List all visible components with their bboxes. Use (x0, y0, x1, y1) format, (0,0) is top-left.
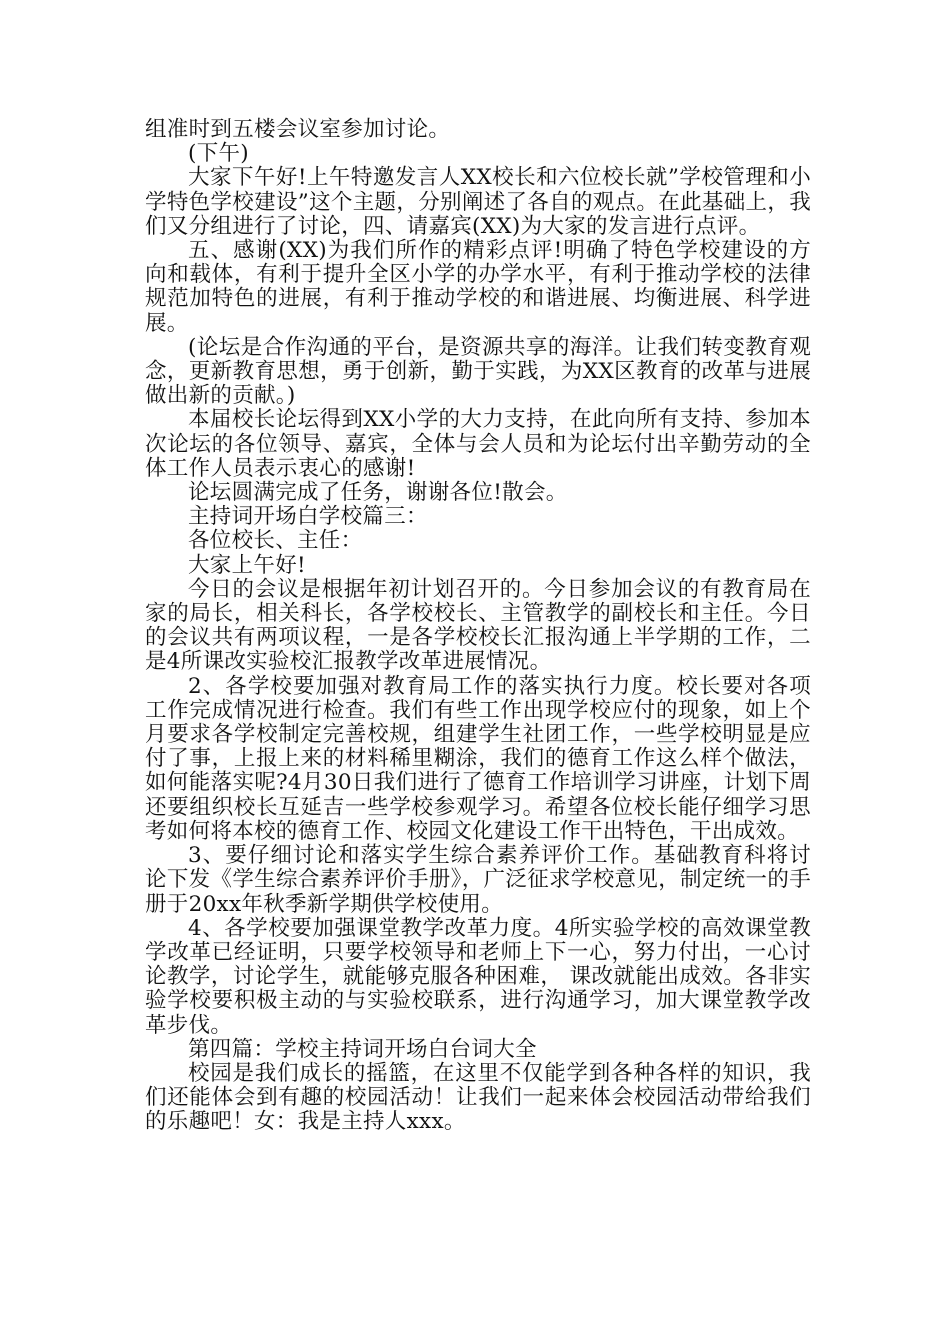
paragraph: (论坛是合作沟通的平台，是资源共享的海洋。让我们转变教育观念，更新教育思想，勇于创新，勤于实践，为XX区教育的改革与进展做出新的贡献。) (145, 334, 811, 409)
paragraph: 组准时到五楼会议室参加讨论。 (145, 117, 451, 142)
section-heading: 主持词开场白学校篇三： (188, 504, 428, 530)
paragraph: 今日的会议是根据年初计划召开的。今日参加会议的有教育局在家的局长，相关科长，各学校校长、主管教学的副校长和主任。今日的会议共有两项议程，一是各学校校长汇报沟通上半学期的工作，二是4所课改实验校汇报教学改革进展情况。 (145, 576, 811, 675)
document-page (145, 118, 811, 1135)
paragraph: 本届校长论坛得到XX小学的大力支持，在此向所有支持、参加本次论坛的各位领导、嘉宾，全体与会人员和为论坛付出辛勤劳动的全体工作人员表示衷心的感谢! (145, 407, 811, 481)
paragraph: 2、各学校要加强对教育局工作的落实执行力度。校长要对各项工作完成情况进行检查。我们有些工作出现学校应付的现象，如上个月要求各学校制定完善校规，组建学生社团工作，一些学校明显是应付了事，上报上来的材料稀里糊涂，我们的德育工作这么样个做法，如何能落实呢?4月30日我们进行了德育工作培训学习讲座，计划下周还要组织校长互延吉一些学校参观学习。希望各位校长能仔细学习思考如何将本校的德育工作、校园文化建设工作干出特色，干出成效。 (145, 673, 811, 844)
section-heading: 第四篇：学校主持词开场白台词大全 (188, 1036, 537, 1062)
paragraph: 校园是我们成长的摇篮，在这里不仅能学到各种各样的知识，我们还能体会到有趣的校园活动！让我们一起来体会校园活动带给我们的乐趣吧！女：我是主持人xxx。 (145, 1060, 811, 1135)
greeting: 大家上午好! (188, 552, 306, 578)
paragraph: 4、各学校要加强课堂教学改革力度。4所实验学校的高效课堂教学改革已经证明，只要学校领导和老师上下一心，努力付出，一心讨论教学，讨论学生，就能够克服各种困难， 课改就能出成效。各非实验学校要积极主动的与实验校联系，进行沟通学习，加大课堂教学改革步伐。 (145, 915, 811, 1038)
salutation: 各位校长、主任： (188, 528, 363, 554)
paragraph: 五、感谢(XX)为我们所作的精彩点评!明确了特色学校建设的方向和载体，有利于提升全区小学的办学水平，有利于推动学校的法律规范加特色的进展，有利于推动学校的和谐进展、均衡进展、科学进展。 (145, 238, 811, 336)
paragraph: 大家下午好!上午特邀发言人XX校长和六位校长就”学校管理和小学特色学校建设”这个主题，分别阐述了各自的观点。在此基础上，我们又分组进行了讨论，四、请嘉宾(XX)为大家的发言进行点评。 (145, 165, 811, 239)
paragraph: (下午) (188, 141, 249, 167)
paragraph: 论坛圆满完成了任务，谢谢各位!散会。 (188, 480, 568, 506)
paragraph: 3、要仔细讨论和落实学生综合素养评价工作。基础教育科将讨论下发《学生综合素养评价手册》，广泛征求学校意见，制定统一的手册于20xx年秋季新学期供学校使用。 (145, 843, 811, 917)
